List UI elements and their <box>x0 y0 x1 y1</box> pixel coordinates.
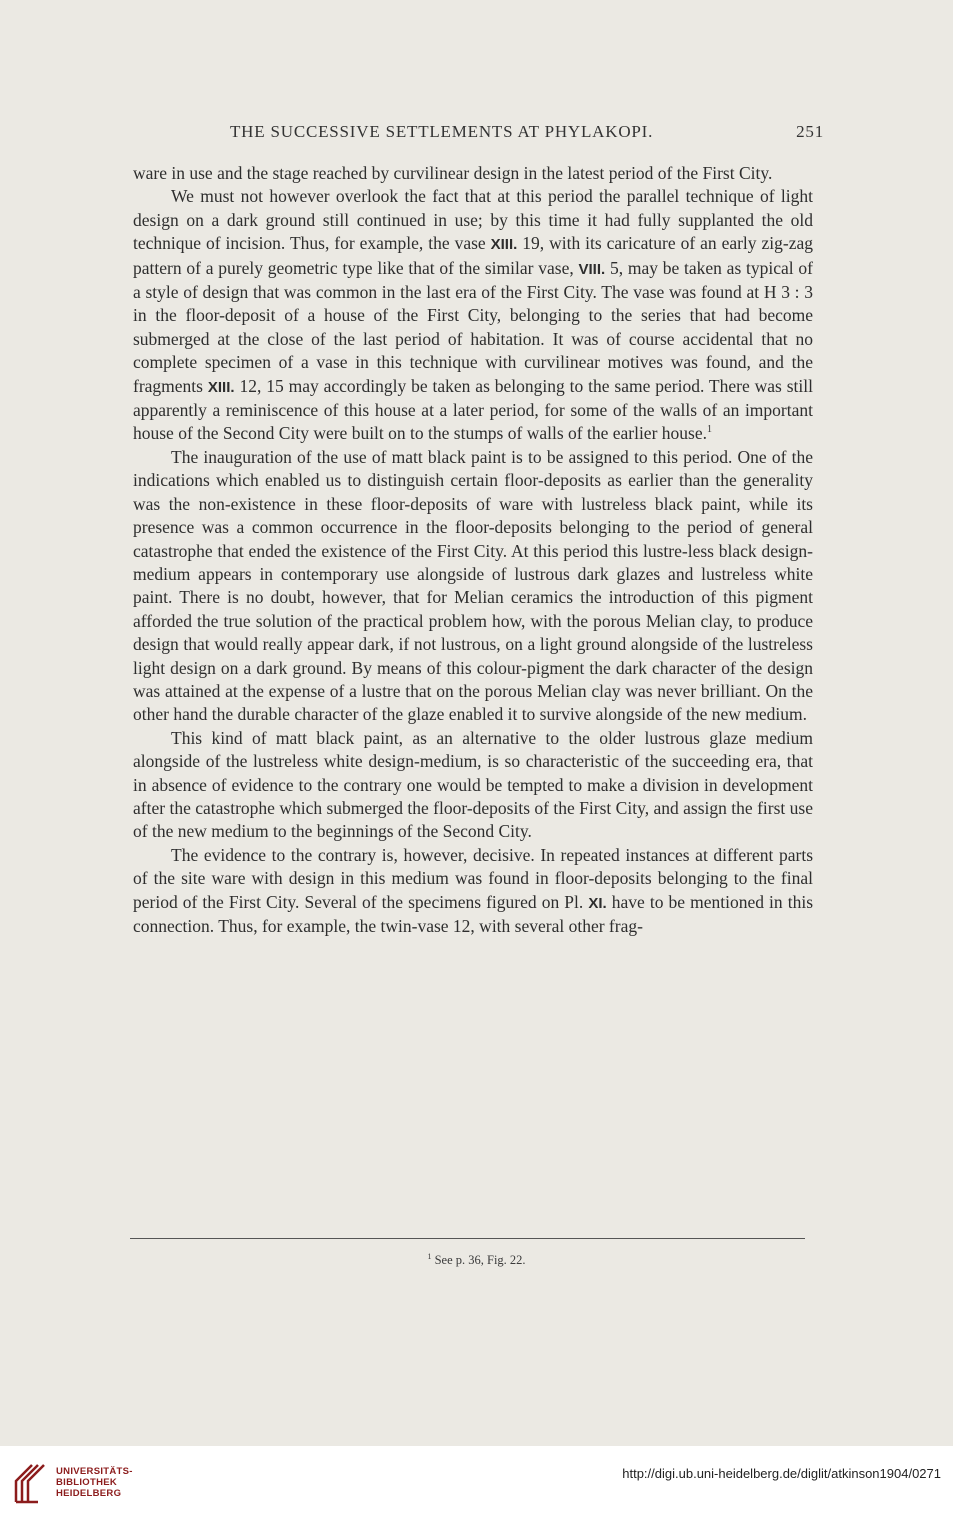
body-text <box>133 162 813 938</box>
library-name-line: BIBLIOTHEK <box>56 1477 118 1488</box>
footnote-text: See p. 36, Fig. 22. <box>434 1253 526 1268</box>
library-name-line: UNIVERSITÄTS- <box>56 1466 133 1477</box>
paragraph <box>133 185 813 445</box>
paragraph <box>133 844 813 939</box>
plate-reference: XIII. <box>490 236 518 254</box>
paragraph: ware in use and the stage reached by curvilinear design in the latest period of the First City. <box>133 163 773 183</box>
paragraph-text: have to be mentioned in this connection. Thus, for example, the twin-vase 12, with several other frag- <box>133 891 813 936</box>
paragraph-text: 12, 15 may accordingly be taken as belonging to the same period. There was still apparently a reminiscence of this house at a later period, for some of the walls of an important house of the Second City were built on to the stumps of walls of the earlier house. <box>133 375 813 444</box>
library-name[interactable] <box>56 1466 133 1499</box>
footnote <box>0 1252 953 1268</box>
footnote-rule <box>130 1238 805 1239</box>
library-logo-icon[interactable] <box>8 1462 52 1506</box>
plate-reference: XIII. <box>207 378 235 396</box>
footnote-marker: 1 <box>427 1252 432 1261</box>
library-footer-bar <box>0 1446 953 1522</box>
paragraph-text: 19, with its caricature of an early zig-zag pattern of a purely geometric type like that of the similar vase, <box>133 233 813 278</box>
paragraph: This kind of matt black paint, as an alternative to the older lustrous glaze medium alongside of the lustreless white design-medium, is so characteristic of the succeeding era, that in absence of evidence to the contrary one would be tempted to make a division in development after the catastrophe which submerged the floor-deposits of the First City, and assign the first use of the new medium to the beginnings of the Second City. <box>133 727 813 842</box>
plate-reference: VIII. <box>578 260 606 278</box>
running-title: THE SUCCESSIVE SETTLEMENTS AT PHYLAKOPI. <box>230 122 654 141</box>
paragraph-text: We must not however overlook the fact that at this period the parallel technique of light design on a dark ground still continued in use; by this time it had fully supplanted the old technique of incision. Thus, for example, the vase <box>133 186 813 254</box>
paragraph-text: 5, may be taken as typical of a style of design that was common in the last era of the First City. The vase was found at H 3 : 3 in the floor-deposit of a house of the First City, belonging to the series that had become submerged at the close of the last period of habitation. It was of course accidental that no complete specimen of a vase in this technique with curvilinear motives was found, and the fragments <box>133 257 813 396</box>
permalink-url[interactable]: http://digi.ub.uni-heidelberg.de/diglit/atkinson1904/0271 <box>622 1466 941 1481</box>
footnote-reference[interactable]: 1 <box>706 424 712 436</box>
paragraph-text: The evidence to the contrary is, however, decisive. In repeated instances at different parts of the site ware with design in this medium was found in floor-deposits belonging to the final period of the First City. Several of the specimens figured on Pl. <box>133 844 813 912</box>
library-name-line: HEIDELBERG <box>56 1488 122 1499</box>
plate-reference: XI. <box>588 894 607 912</box>
page-number: 251 <box>796 122 824 141</box>
paragraph: The inauguration of the use of matt black paint is to be assigned to this period. One of the indications which enabled us to distinguish certain floor-deposits as earlier than the generality was the non-existence in these floor-deposits of ware with lustreless black paint, while its presence was a common occurrence in the floor-deposits belonging to the period of general catastrophe that ended the existence of the First City. At this period this lustre-less black design-medium appears in contemporary use alongside of lustrous dark glazes and lustreless white paint. There is no doubt, however, that for Melian ceramics the introduction of this pigment afforded the true solution of the practical problem how, with the porous Melian clay, to produce design that would really appear dark, if not lustrous, on a light ground alongside of the lustreless light design on a dark ground. By means of this colour-pigment the dark character of the design was attained at the expense of a lustre that on the porous Melian clay was never brilliant. On the other hand the durable character of the glaze enabled it to survive alongside of the new medium. <box>133 446 813 725</box>
running-header <box>132 122 824 148</box>
